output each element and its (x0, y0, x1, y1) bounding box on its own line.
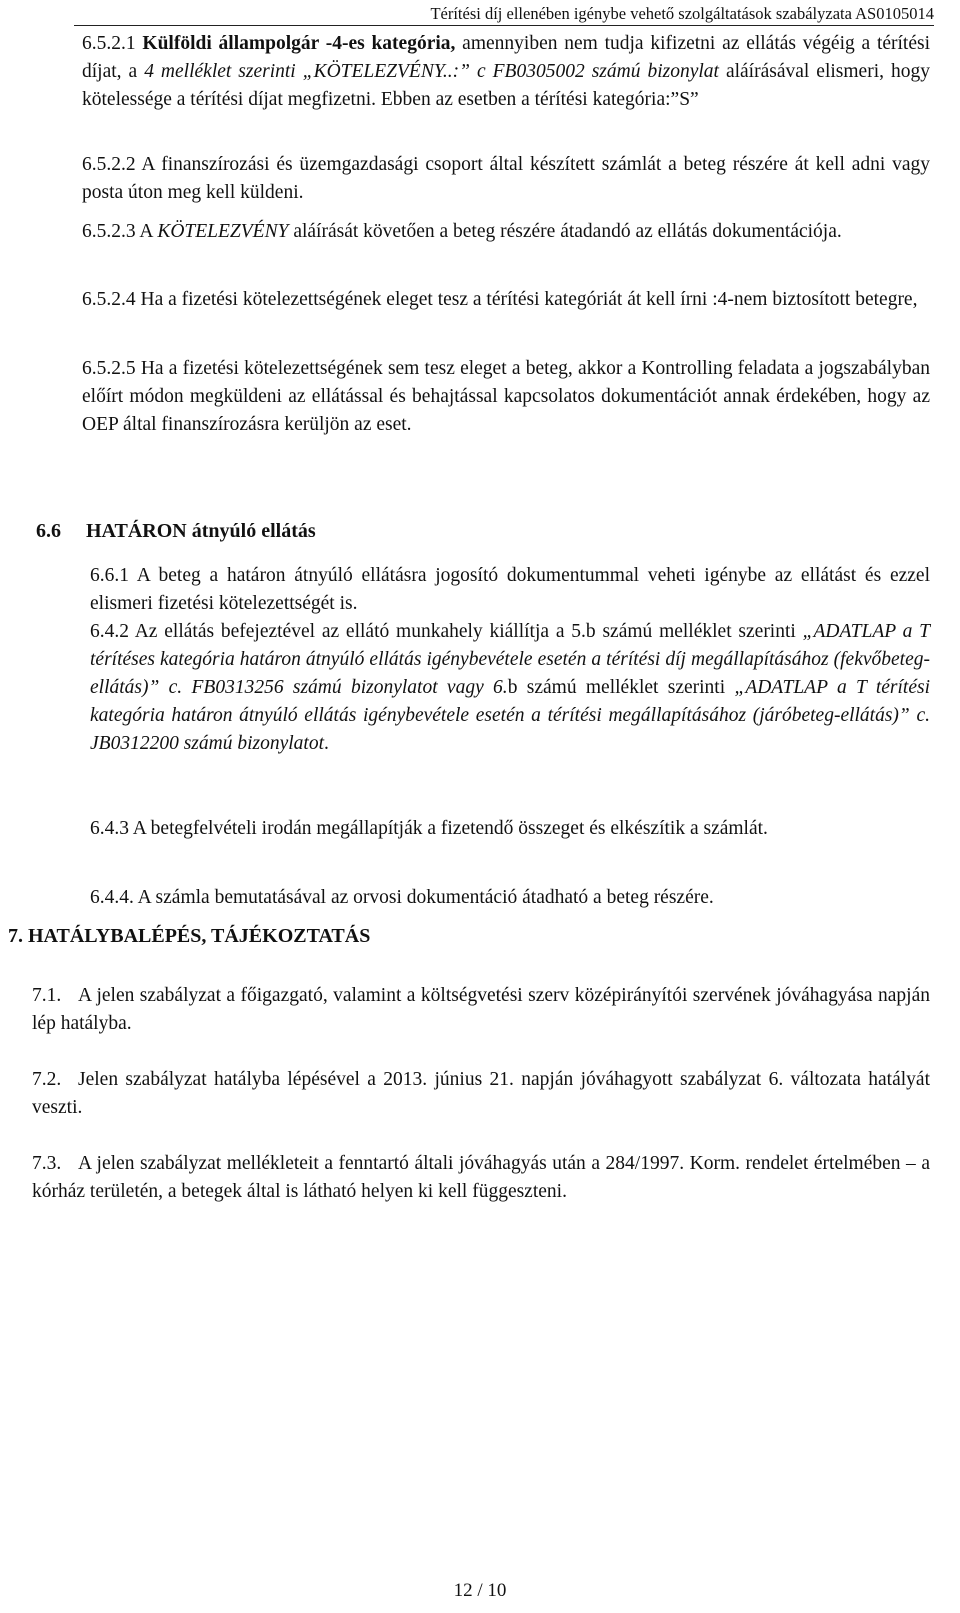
heading-number: 6.6 (36, 520, 61, 542)
paragraph-6-5-2-4: 6.5.2.4 Ha a fizetési kötelezettségének eleget tesz a térítési kategóriát át kell írni :4-nem biztosított betegre, (82, 289, 918, 310)
paragraph-7-3 (32, 1150, 930, 1206)
body-text: 6.4.2 Az ellátás befejeztével az ellátó munkahely kiállítja a 5.b számú melléklet szerinti (90, 621, 803, 642)
body-text: Jelen szabályzat hatályba lépésével a 2013. június 21. napján jóváhagyott szabályzat 6. változata hatályát veszti. (32, 1069, 930, 1118)
bold-text: Külföldi állampolgár -4-es kategória, (142, 33, 456, 54)
page-number: 12 / 10 (453, 1580, 507, 1601)
paragraph-6-5-2-2: 6.5.2.2 A finanszírozási és üzemgazdasági csoport által készített számlát a beteg részére át kell adni vagy posta úton meg kell küldeni. (82, 154, 930, 203)
section-heading-7: 7. HATÁLYBALÉPÉS, TÁJÉKOZTATÁS (8, 925, 371, 947)
paragraph-6-4-4: 6.4.4. A számla bemutatásával az orvosi dokumentáció átadható a beteg részére. (90, 887, 714, 908)
body-text: amennyiben nem tudja kifizetni az ellátás végéig a térítési díjat, a (82, 33, 931, 82)
paragraph-6-4-3: 6.4.3 A betegfelvételi irodán megállapítják a fizetendő összeget és elkészítik a számlát. (90, 818, 768, 839)
section-number: 7.1. (32, 985, 62, 1006)
paragraph-6-5-2-1 (82, 30, 930, 114)
paragraph-7-2 (32, 1066, 930, 1122)
italic-text: KÖTELEZVÉNY (157, 221, 289, 242)
paragraph-6-5-2-3 (82, 218, 930, 246)
body-text: . (324, 733, 329, 754)
italic-text: „ADATLAP a T térítési kategória határon átnyúló ellátás igénybevétele esetén a térítési megállapításához (járóbeteg-ellátás)” c. JB0312200 számú bizonylatot (90, 677, 930, 754)
page-header: Térítési díj ellenében igénybe vehető szolgáltatások szabályzata AS0105014 (74, 4, 934, 26)
paragraph-6-5-2-5: 6.5.2.5 Ha a fizetési kötelezettségének sem tesz eleget a beteg, akkor a Kontrolling feladata a jogszabályban előírt módon megküldeni az ellátással és behajtással kapcsolatos dokumentációt annak érdekében, hogy az OEP által finanszírozásra kerüljön az eset. (82, 358, 930, 435)
section-number: 7.2. (32, 1069, 62, 1090)
section-number: 6.5.2.1 (82, 33, 136, 54)
italic-text: 4 melléklet szerinti „KÖTELEZVÉNY..:” c FB0305002 számú bizonylat (144, 61, 719, 82)
paragraph-6-4-2 (90, 618, 930, 758)
heading-title: HATÁRON átnyúló ellátás (86, 520, 316, 542)
body-text: A jelen szabályzat a főigazgató, valamint a költségvetési szerv középirányítói szervének jóváhagyása napján lép hatályba. (32, 985, 930, 1034)
italic-text: „ADATLAP a T térítéses kategória határon átnyúló ellátás igénybevétele esetén a térítési díj megállapításához (fekvőbeteg-ellátás)” c. FB0313256 számú bizonylatot vagy 6. (90, 621, 930, 698)
body-text: b számú melléklet szerinti (507, 677, 735, 698)
paragraph-6-6-1: 6.6.1 A beteg a határon átnyúló ellátásra jogosító dokumentummal veheti igénybe az ellátást és ezzel elismeri fizetési kötelezettségét is. (90, 565, 930, 614)
section-heading-6-6 (36, 520, 316, 543)
body-text: aláírásával elismeri, hogy kötelessége a térítési díjat megfizetni. Ebben az esetben a térítési kategória:”S” (82, 61, 930, 110)
body-text: A jelen szabályzat mellékleteit a fenntartó általi jóváhagyás után a 284/1997. Korm. rendelet értelmében – a kórház területén, a betegek által is látható helyen ki kell függeszteni. (32, 1153, 930, 1202)
paragraph-7-1 (32, 982, 930, 1038)
body-text: aláírását követően a beteg részére átadandó az ellátás dokumentációja. (288, 221, 842, 242)
body-text: 6.5.2.3 A (82, 221, 158, 242)
section-number: 7.3. (32, 1153, 62, 1174)
